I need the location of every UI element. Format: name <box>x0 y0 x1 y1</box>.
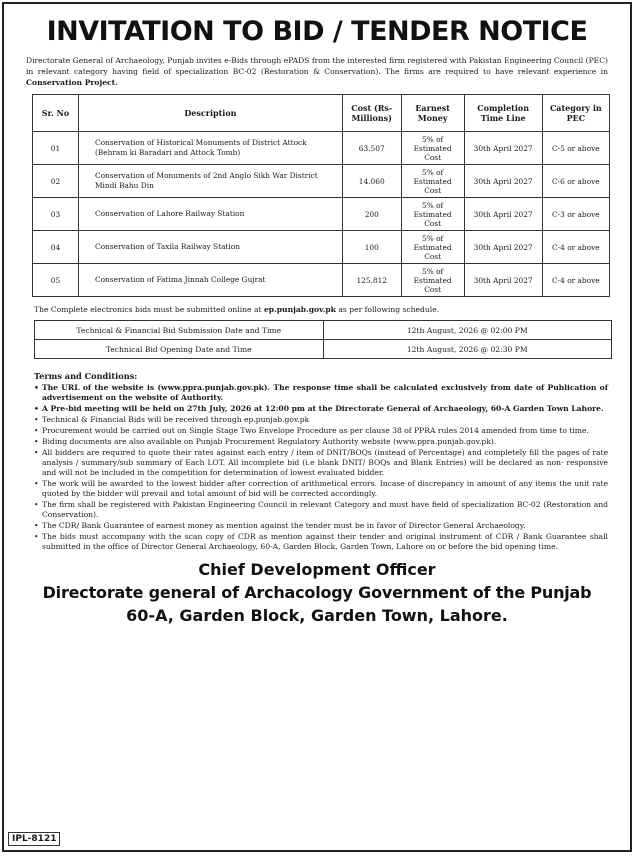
list-item: • Biding documents are also available on Punjab Procurement Regulatory Authority website (www.ppra.punjab.gov.pk). <box>34 437 608 447</box>
list-item: • Technical & Financial Bids will be received through ep.punjab.gov.pk <box>34 415 608 425</box>
row-earnest: 5% of Estimated Cost <box>401 231 464 264</box>
schedule-row <box>35 340 612 359</box>
list-item: • The URL of the website is (www.ppra.punjab.gov.pk). The response time shall be calculated exclusively from date of Publication of advertisement on the website of Authority. <box>34 383 608 403</box>
intro-bold-end: Conservation Project. <box>26 78 118 87</box>
row-sr: 03 <box>33 198 79 231</box>
row-earnest: 5% of Estimated Cost <box>401 165 464 198</box>
row-completion: 30th April 2027 <box>464 231 542 264</box>
list-item: • The firm shall be registered with Pakistan Engineering Council in relevant Category and must have field of specialization BC-02 (Restoration and Conservation). <box>34 500 608 520</box>
row-category: C-3 or above <box>542 198 609 231</box>
schedule-note-pre: The Complete electronics bids must be submitted online at <box>34 305 262 314</box>
schedule-label: Technical Bid Opening Date and Time <box>35 340 324 359</box>
list-item: • A Pre-bid meeting will be held on 27th July, 2026 at 12:00 pm at the Directorate General of Archaeology, 60-A Garden Town Lahore. <box>34 404 608 414</box>
row-sr: 02 <box>33 165 79 198</box>
signature-title: Chief Development Officer <box>198 560 436 579</box>
table-row <box>33 198 610 231</box>
row-earnest: 5% of Estimated Cost <box>401 198 464 231</box>
row-description: Conservation of Historical Monuments of District Attock (Behram ki Baradari and Attock Tomb) <box>78 132 342 165</box>
header-description: Description <box>78 95 342 132</box>
header-category: Category in PEC <box>542 95 609 132</box>
schedule-table <box>34 320 612 359</box>
reference-number: IPL-8121 <box>8 832 60 846</box>
row-sr: 05 <box>33 264 79 297</box>
list-item: • Procurement would be carried out on Single Stage Two Envelope Procedure as per clause 38 of PPRA rules 2014 amended from time to time. <box>34 426 608 436</box>
row-description: Conservation of Lahore Railway Station <box>78 198 342 231</box>
row-description: Conservation of Taxila Railway Station <box>78 231 342 264</box>
schedule-note <box>34 305 630 314</box>
schedule-value: 12th August, 2026 @ 02:00 PM <box>323 321 612 340</box>
table-row <box>33 132 610 165</box>
row-cost: 14.060 <box>342 165 401 198</box>
row-description: Conservation of Monuments of 2nd Anglo Sikh War District Mindi Bahu Din <box>78 165 342 198</box>
row-completion: 30th April 2027 <box>464 264 542 297</box>
header-earnest: Earnest Money <box>401 95 464 132</box>
schedule-row <box>35 321 612 340</box>
list-item: • The bids must accompany with the scan copy of CDR as mention against their tender and original instrument of CDR / Bank Guarantee shall submitted in the office of Director General Archaeology, 60-A, Garden Block, Garden Town, Lahore on or before the bid opening time. <box>34 532 608 552</box>
notice-title: INVITATION TO BID / TENDER NOTICE <box>46 16 588 47</box>
table-header-row <box>33 95 610 132</box>
table-row <box>33 231 610 264</box>
row-category: C-5 or above <box>542 132 609 165</box>
list-item: • The CDR/ Bank Guarantee of earnest money as mention against the tender must be in favor of Director General Archaeology. <box>34 521 608 531</box>
schedule-note-link: ep.punjab.gov.pk <box>263 305 336 314</box>
row-cost: 100 <box>342 231 401 264</box>
row-category: C-6 or above <box>542 165 609 198</box>
terms-heading: Terms and Conditions: <box>34 371 138 381</box>
row-sr: 01 <box>33 132 79 165</box>
schedule-value: 12th August, 2026 @ 02:30 PM <box>323 340 612 359</box>
list-item: • All bidders are required to quote their rates against each entry / item of DNIT/BOQs (instead of Percentage) and completely fill the pages of rate analysis / summary/sub summary of Each LOT. All incomplete bid (i.e blank DNIT/ BOQs and Blank Entries) will be declared as non- responsive and will not be included in the competition for determination of lowest evaluated bidder. <box>34 448 608 478</box>
list-item: • The work will be awarded to the lowest bidder after correction of arithmetical errors. Incase of discrepancy in amount of any items the unit rate quoted by the bidder will prevail and total amount of bid will be corrected accordingly. <box>34 479 608 499</box>
signature-address: 60-A, Garden Block, Garden Town, Lahore. <box>126 606 508 625</box>
row-cost: 63.507 <box>342 132 401 165</box>
intro-paragraph <box>26 55 608 88</box>
header-cost: Cost (Rs-Millions) <box>342 95 401 132</box>
row-earnest: 5% of Estimated Cost <box>401 264 464 297</box>
row-sr: 04 <box>33 231 79 264</box>
header-completion: Completion Time Line <box>464 95 542 132</box>
row-cost: 200 <box>342 198 401 231</box>
row-completion: 30th April 2027 <box>464 198 542 231</box>
row-category: C-4 or above <box>542 264 609 297</box>
row-earnest: 5% of Estimated Cost <box>401 132 464 165</box>
row-completion: 30th April 2027 <box>464 132 542 165</box>
schedule-label: Technical & Financial Bid Submission Date and Time <box>35 321 324 340</box>
tender-notice-page <box>2 2 632 852</box>
tender-table <box>32 94 610 297</box>
row-completion: 30th April 2027 <box>464 165 542 198</box>
row-category: C-4 or above <box>542 231 609 264</box>
intro-text: Directorate General of Archaeology, Punjab invites e-Bids through ePADS from the interested firm registered with Pakistan Engineering Council (PEC) in relevant category having field of specialization BC-02 (Restoration & Conservation). The firms are required to have relevant experience in <box>26 56 608 76</box>
table-row <box>33 165 610 198</box>
header-sr: Sr. No <box>33 95 79 132</box>
row-cost: 125.812 <box>342 264 401 297</box>
row-description: Conservation of Fatima Jinnah College Gujrat <box>78 264 342 297</box>
schedule-note-post: as per following schedule. <box>338 305 440 314</box>
signature-office: Directorate general of Archacology Government of the Punjab <box>42 583 592 602</box>
table-row <box>33 264 610 297</box>
terms-list <box>26 383 608 552</box>
